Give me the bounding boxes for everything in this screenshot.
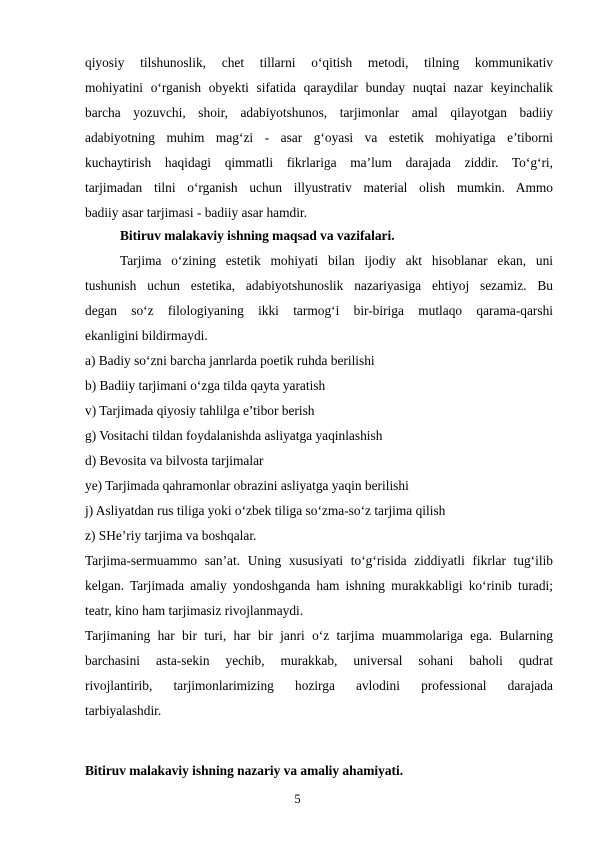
para1-line: mohiyatini o‘rganish obyekti sifatida qaraydilar bunday nuqtai nazar keyinchalik [85,80,553,95]
list-item: d) Bevosita va bilvosta tarjimalar [85,453,264,468]
list-item: z) SHe’riy tarjima va boshqalar. [85,528,257,543]
para1-line: adabiyotning muhim mag‘zi - asar g‘oyasi va estetik mohiyatiga e’tiborni [85,130,553,145]
para3-line: kelgan. Tarjimada amaliy yondoshganda ham ishning murakkabligi ko‘rinib turadi; [85,578,553,593]
para2-line: ekanligini bildirmaydi. [85,328,208,343]
page-number: 5 [294,792,301,806]
list-item: g) Vositachi tildan foydalanishda asliyatga yaqinlashish [85,428,383,443]
para2-line: Tarjima o‘zining estetik mohiyati bilan ijodiy akt hisoblanar ekan, uni [120,253,553,268]
para2-line: degan so‘z filologiyaning ikki tarmog‘i bir-biriga mutlaqo qarama-qarshi [85,303,553,318]
list-item: a) Badiy so‘zni barcha janrlarda poetik ruhda berilishi [85,353,375,368]
para1-line: kuchaytirish haqidagi qimmatli fikrlariga ma’lum darajada ziddir. To‘g‘ri, [85,155,553,170]
para1-line: barcha yozuvchi, shoir, adabiyotshunos, tarjimonlar amal qilayotgan badiiy [85,105,553,120]
para1-line: badiiy asar tarjimasi - badiiy asar hamdir. [85,205,307,220]
list-item: b) Badiiy tarjimani o‘zga tilda qayta yaratish [85,378,326,393]
list-item: v) Tarjimada qiyosiy tahlilga e’tibor berish [85,403,315,418]
para4-line: Tarjimaning har bir turi, har bir janri o‘z tarjima muammolariga ega. Bularning [85,628,553,643]
para2-line: tushunish uchun estetika, adabiyotshunoslik nazariyasiga ehtiyoj sezamiz. Bu [85,278,553,293]
para1-line: qiyosiy tilshunoslik, chet tillarni o‘qitish metodi, tilning kommunikativ [85,55,553,70]
list-item: ye) Tarjimada qahramonlar obrazini asliyatga yaqin berilishi [85,478,409,493]
para3-line: Tarjima-sermuammo san’at. Uning xususiyati to‘g‘risida ziddiyatli fikrlar tug‘ilib [85,553,553,568]
section-heading: Bitiruv malakaviy ishning maqsad va vazifalari. [120,228,395,243]
para4-line: barchasini asta-sekin yechib, murakkab, universal sohani baholi qudrat [85,653,553,668]
para4-line: tarbiyalashdir. [85,703,162,718]
para4-line: rivojlantirib, tarjimonlarimizing hozirga avlodini professional darajada [85,678,553,693]
list-item: j) Asliyatdan rus tiliga yoki o‘zbek tiliga so‘zma-so‘z tarjima qilish [85,503,446,518]
para1-line: tarjimadan tilni o‘rganish uchun illyustrativ material olish mumkin. Ammo [85,180,553,195]
para3-line: teatr, kino ham tarjimasiz rivojlanmaydi. [85,603,304,618]
section-heading: Bitiruv malakaviy ishning nazariy va amaliy ahamiyati. [85,763,404,778]
